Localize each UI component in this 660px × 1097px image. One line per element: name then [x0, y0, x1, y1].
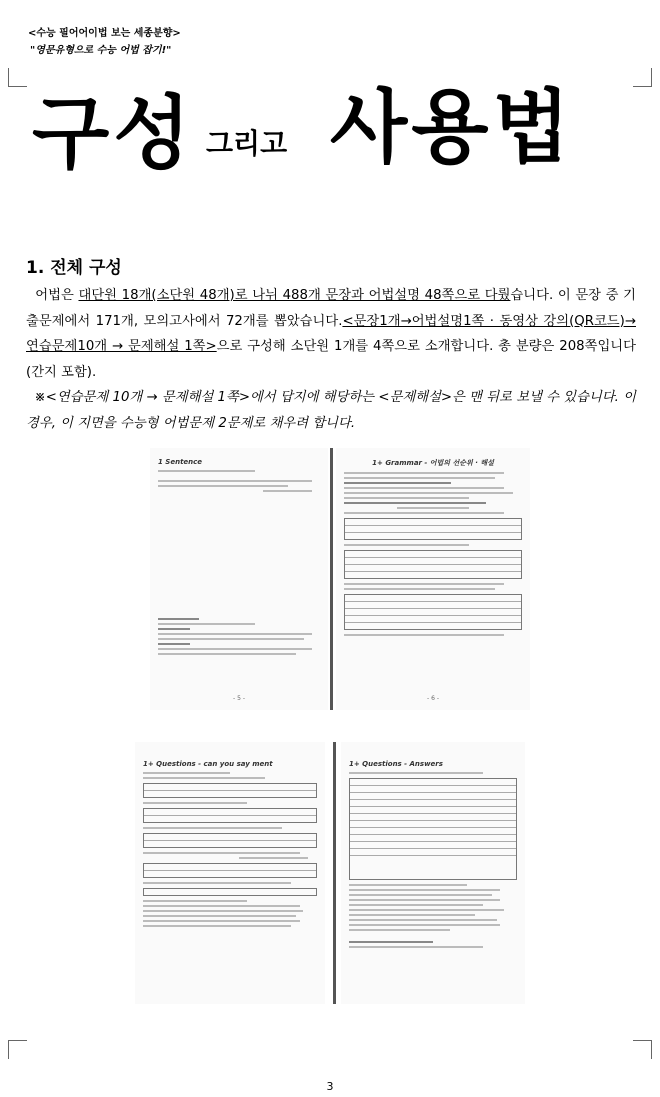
- section-heading: 1. 전체 구성: [26, 258, 122, 278]
- crop-mark-bottom-right: [633, 1040, 652, 1059]
- p1-underlined-1: 대단원 18개(소단원 48개)로 나뉘 488개 문장과 어법설명 48쪽으로 다뤘: [78, 288, 511, 303]
- thumbnail-title-2: 1+ Grammar - 어법의 선순위 · 해설: [372, 459, 494, 467]
- crop-mark-bottom-left: [8, 1040, 27, 1059]
- title-part-2: 그리고: [206, 127, 288, 160]
- p1-text-c: 으로 구성해 소단원 1개를 4쪽으로 소개합니다. 총 분량은 208쪽입니다(간지 포함).: [26, 339, 636, 380]
- title-part-1: 구성: [32, 87, 195, 180]
- thumbnail-spread-2: [135, 742, 525, 1004]
- thumbnail-title-1: 1 Sentence: [158, 458, 203, 466]
- header-tagline: "영문유형으로 수능 어법 잡기!": [30, 45, 172, 56]
- thumbnail-title-3: 1+ Questions - can you say ment: [143, 760, 273, 768]
- p1-text-a: 어법은: [35, 288, 79, 303]
- note-text: ※<연습문제 10개 → 문제해설 1쪽>에서 답지에 해당하는 <문제해설>은 맨 뒤로 보낼 수 있습니다. 이 경우, 이 지면을 수능형 어법문제 2문제로 채우려 합니다.: [26, 390, 636, 431]
- thumbnail-spread-1: [150, 448, 530, 710]
- page-title: [0, 72, 660, 192]
- body-text: [26, 283, 636, 437]
- thumbnail-title-4: 1+ Questions - Answers: [349, 760, 443, 768]
- paragraph-1: [26, 283, 636, 385]
- p1-underlined-2: <문장1개→어법설명1쪽 · 동영상 강의(QR코드)→연습문제10개 → 문제해설 1쪽>: [26, 313, 636, 355]
- thumbnail-spine-2: [333, 742, 336, 1004]
- page-number: 3: [326, 1080, 334, 1093]
- thumbnail-spine-1: [330, 448, 333, 710]
- p1-text-b: 습니다. 이 문장 중 기출문제에서 171개, 모의고사에서 72개를 뽑았습니다.: [26, 288, 636, 329]
- title-part-3: 사용법: [330, 81, 574, 174]
- paragraph-note: [26, 385, 636, 436]
- thumbnail-page-grammar: 1+ Grammar - 어법의 선순위 · 해설 - 6 -: [336, 448, 530, 710]
- header-series-title: <수능 필어어이법 보는 세종분향>: [28, 28, 181, 39]
- thumbnail-page-answers: [341, 742, 525, 1004]
- thumbnail-page-questions: [135, 742, 325, 1004]
- thumbnail-page-sentence: 1 Sentence - 5 -: [150, 448, 328, 710]
